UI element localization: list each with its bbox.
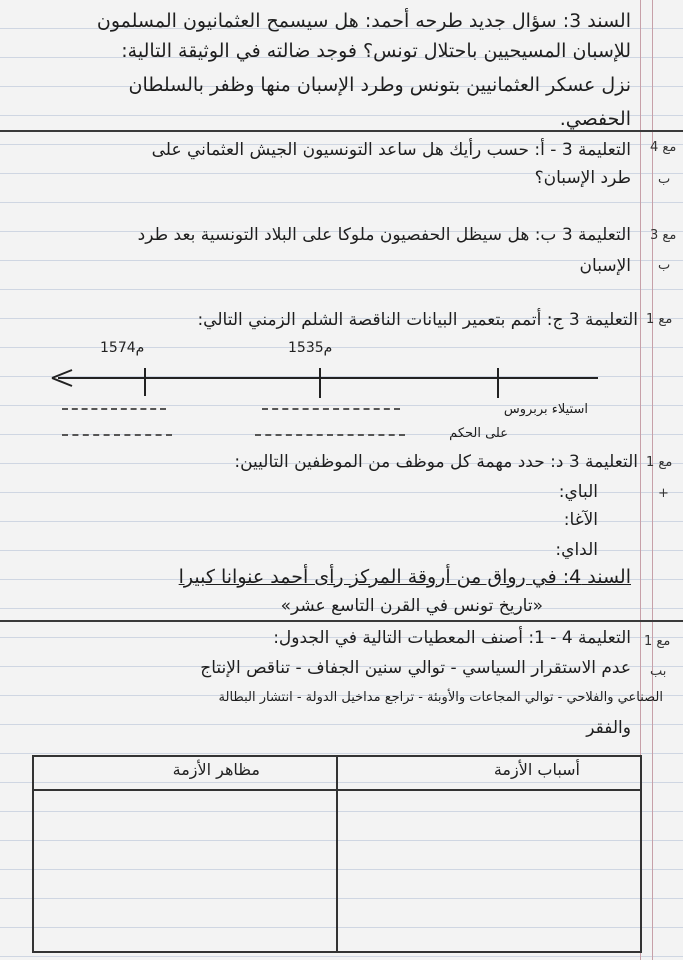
section-divider xyxy=(0,620,683,622)
doc3-line-4: الحفصي. xyxy=(559,108,631,130)
doc3-line-2: للإسبان المسيحيين باحتلال تونس؟ فوجد ضالته في الوثيقة التالية: xyxy=(121,40,631,62)
instruction-3a-line-1: التعليمة 3 - أ: حسب رأيك هل ساعد التونسيون الجيش العثماني على xyxy=(151,140,631,160)
doc3-line-1: السند 3: سؤال جديد طرحه أحمد: هل سيسمح العثمانيون المسلمون xyxy=(96,10,631,32)
doc4-line-1: السند 4: في رواق من أروقة المركز رأى أحمد عنوانا كبيرا xyxy=(178,566,631,588)
instruction-3d: التعليمة 3 د: حدد مهمة كل موظف من الموظفين التاليين: xyxy=(234,452,638,472)
instruction-3b-line-2: الإسبان xyxy=(579,256,631,276)
timeline-event-line-2: على الحكم xyxy=(449,426,508,441)
data-items-line-3: والفقر xyxy=(586,718,631,738)
timeline-year-1574: 1574م xyxy=(100,340,145,356)
margin-mark: مع 1 xyxy=(646,455,673,470)
official-agha: الآغا: xyxy=(563,510,598,530)
timeline-event-line-1: استيلاء بربروس xyxy=(503,402,588,417)
instruction-3b-line-1: التعليمة 3 ب: هل سيظل الحفصيون ملوكا على البلاد التونسية بعد طرد xyxy=(137,225,631,245)
margin-mark: ب xyxy=(658,172,671,187)
section-divider xyxy=(0,130,683,132)
margin-mark: بب xyxy=(650,664,667,679)
margin-mark: مع 4 xyxy=(650,140,677,155)
table-header-aspects: مظاهر الأزمة xyxy=(172,760,260,779)
blank-line xyxy=(62,408,166,410)
table-column-divider xyxy=(336,757,338,951)
margin-mark: مع 1 xyxy=(646,312,673,327)
margin-mark: مع 3 xyxy=(650,228,677,243)
table-header-divider xyxy=(34,789,640,791)
blank-line xyxy=(255,434,405,436)
timeline-year-1535: 1535م xyxy=(288,340,333,356)
data-items-line-2: الصناعي والفلاحي - توالي المجاعات والأوبئة - تراجع مداخيل الدولة - انتشار البطالة xyxy=(218,690,663,705)
table-header-causes: أسباب الأزمة xyxy=(493,760,580,779)
margin-mark: ب xyxy=(658,258,671,273)
timeline-axis xyxy=(50,368,605,400)
margin-mark: مع 1 xyxy=(644,634,671,649)
official-bey: الباي: xyxy=(558,482,598,502)
official-dey: الداي: xyxy=(555,540,598,560)
margin-mark: + xyxy=(658,486,669,501)
instruction-3c: التعليمة 3 ج: أتمم بتعمير البيانات الناقصة الشلم الزمني التالي: xyxy=(197,310,638,330)
doc3-line-3: نزل عسكر العثمانيين بتونس وطرد الإسبان منها وظفر بالسلطان xyxy=(128,74,631,96)
blank-line xyxy=(262,408,400,410)
instruction-3a-line-2: طرد الإسبان؟ xyxy=(534,168,631,188)
data-items-line-1: عدم الاستقرار السياسي - توالي سنين الجفاف - تناقص الإنتاج xyxy=(200,658,631,678)
crisis-table xyxy=(32,755,642,953)
instruction-4-1: التعليمة 4 - 1: أصنف المعطيات التالية في الجدول: xyxy=(273,628,631,648)
doc4-line-2: «تاريخ تونس في القرن التاسع عشر» xyxy=(280,596,543,616)
blank-line xyxy=(62,434,172,436)
